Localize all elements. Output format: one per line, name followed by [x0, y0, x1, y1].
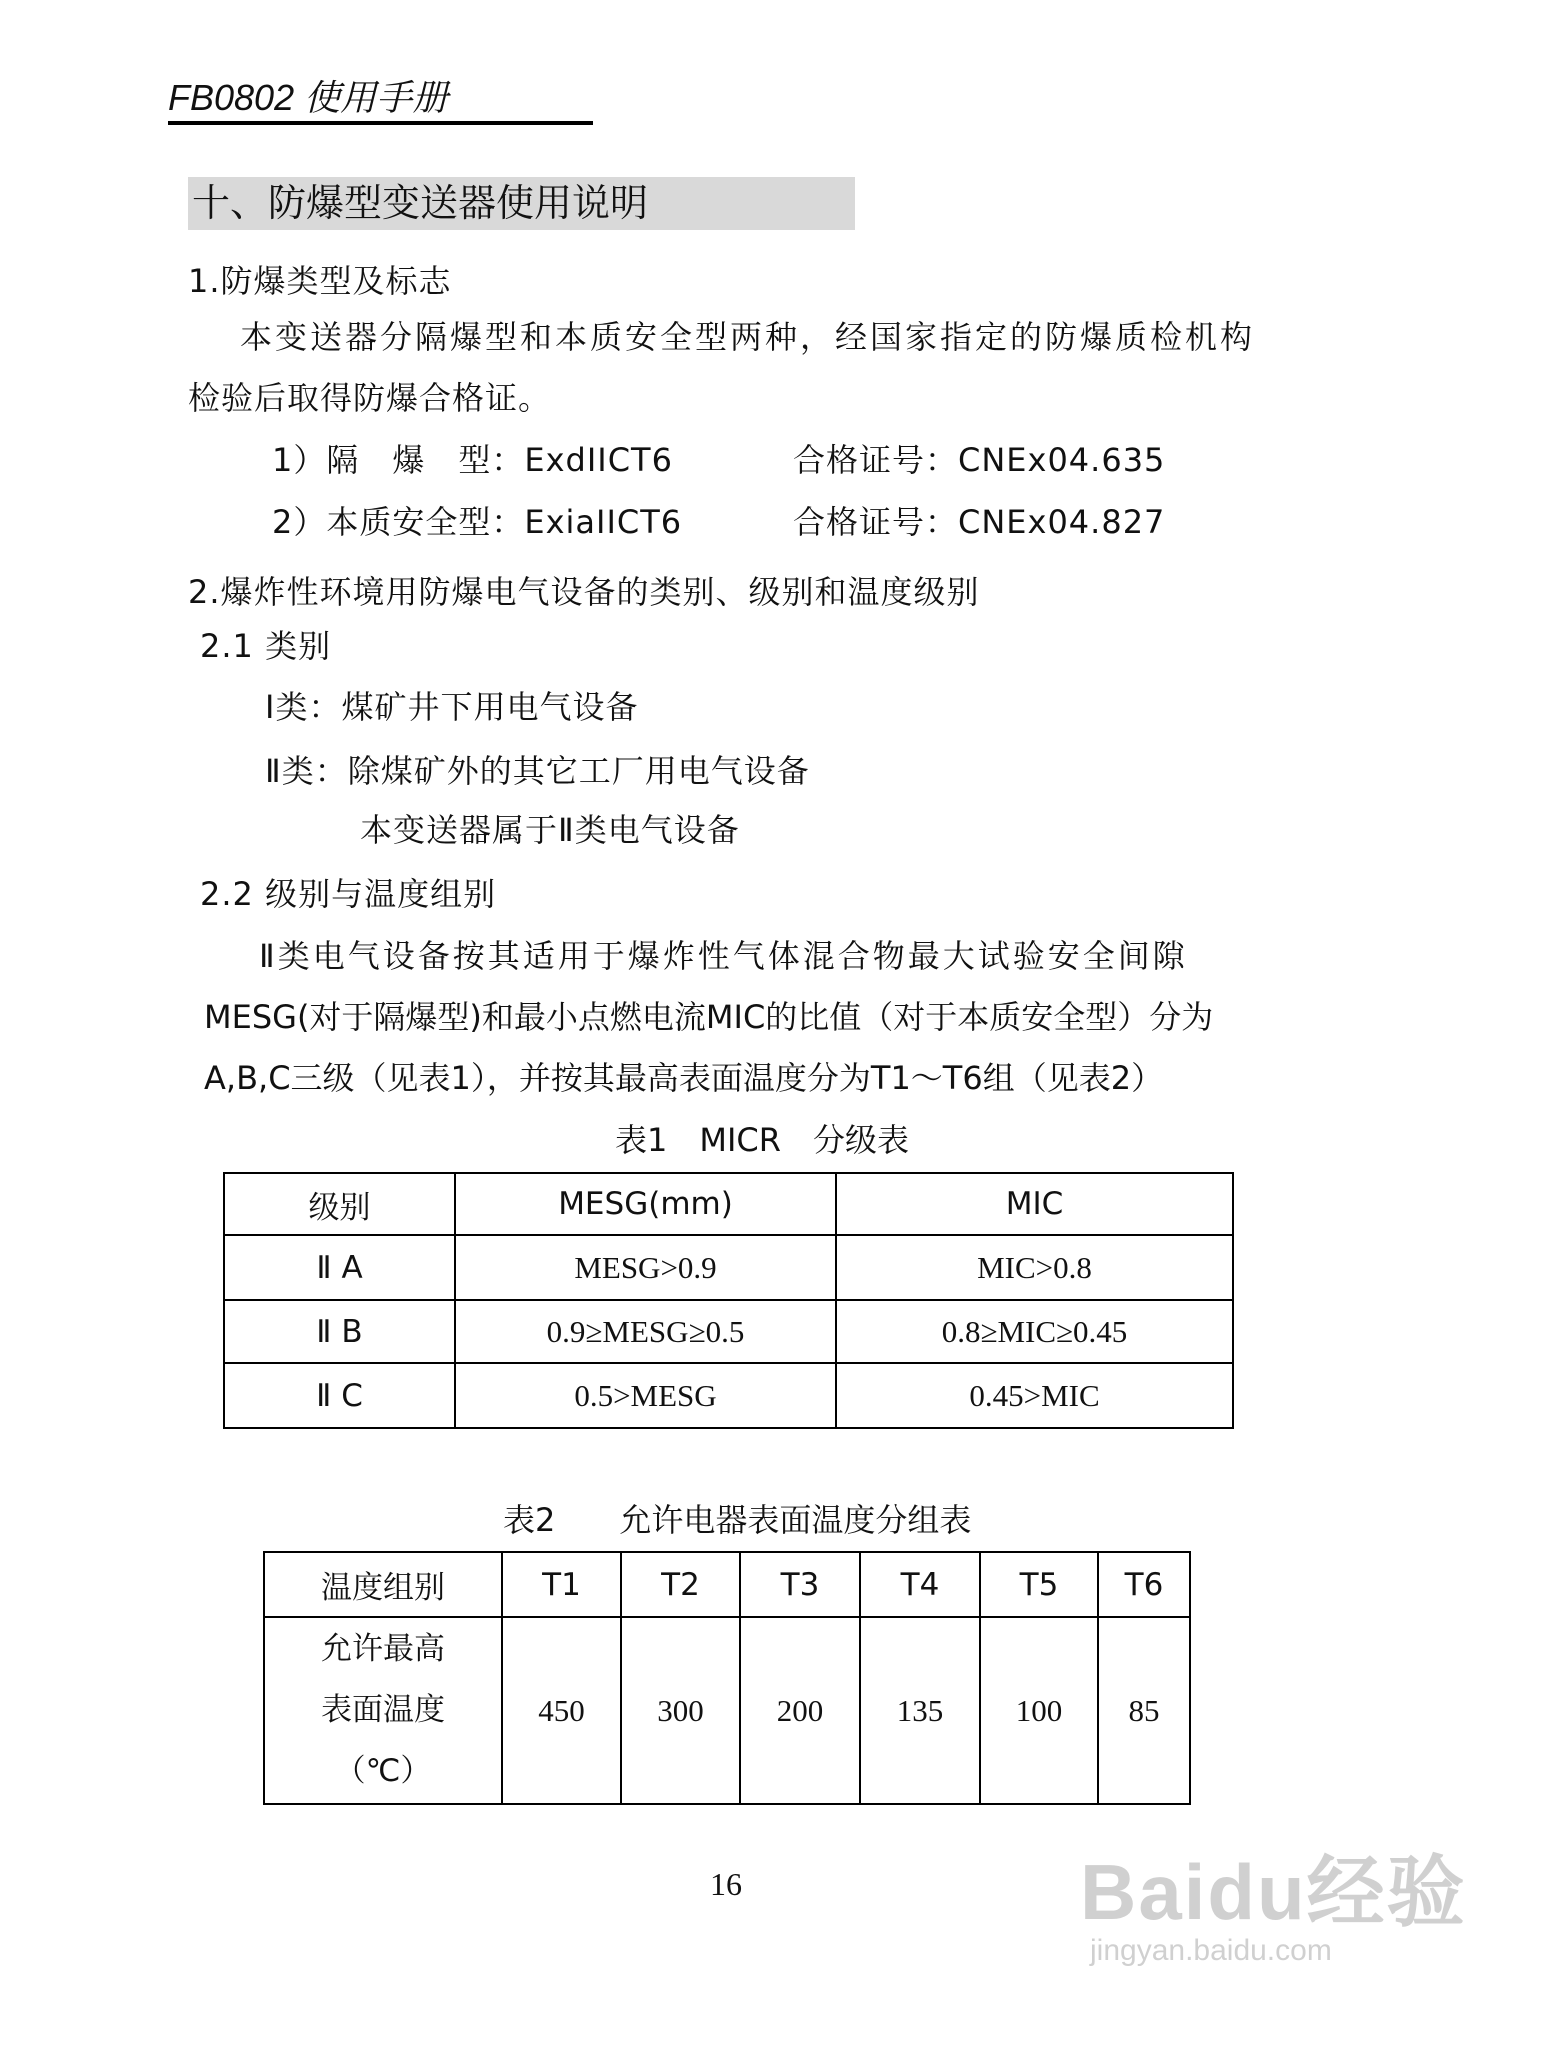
table-cell: Ⅱ C	[224, 1363, 455, 1428]
table-header-cell: 温度组别	[264, 1552, 502, 1617]
table-cell: 300	[621, 1617, 740, 1804]
paragraph: Ⅱ类电气设备按其适用于爆炸性气体混合物最大试验安全间隙	[259, 937, 1188, 975]
heading-1: 1.防爆类型及标志	[188, 262, 452, 300]
table-cell: 0.8≥MIC≥0.45	[836, 1300, 1233, 1363]
table-cell: 135	[860, 1617, 980, 1804]
table-row	[224, 1235, 1233, 1300]
table-header-cell: T5	[980, 1552, 1098, 1617]
table-header-cell: T4	[860, 1552, 980, 1617]
table1-caption: 表1 MICR 分级表	[615, 1121, 909, 1159]
subheading: 2.2 级别与温度组别	[200, 875, 497, 913]
class-item: Ⅰ类：煤矿井下用电气设备	[265, 688, 639, 726]
section-title: 十、防爆型变送器使用说明	[188, 177, 855, 230]
table-cell: 0.9≥MESG≥0.5	[455, 1300, 836, 1363]
paragraph: 检验后取得防爆合格证。	[188, 379, 552, 417]
table-row	[264, 1617, 1190, 1804]
row-label-line: 表面温度	[321, 1692, 445, 1728]
certificate-number: 合格证号：CNEx04.635	[793, 441, 1166, 479]
table-cell: 450	[502, 1617, 621, 1804]
watermark-logo	[1080, 1830, 1467, 1968]
paragraph: MESG(对于隔爆型)和最小点燃电流MIC的比值（对于本质安全型）分为	[204, 998, 1214, 1036]
class-note: 本变送器属于Ⅱ类电气设备	[360, 811, 740, 849]
table-cell: Ⅱ B	[224, 1300, 455, 1363]
table-cell: 0.45>MIC	[836, 1363, 1233, 1428]
table-header-cell: T1	[502, 1552, 621, 1617]
heading-2: 2.爆炸性环境用防爆电气设备的类别、级别和温度级别	[188, 573, 980, 611]
table-header-cell: T3	[740, 1552, 860, 1617]
row-label-cell	[264, 1617, 502, 1804]
explosion-type-item: 2）本质安全型：ExiaIICT6	[272, 503, 683, 541]
table-header-cell: MESG(mm)	[455, 1173, 836, 1235]
table-header-cell: MIC	[836, 1173, 1233, 1235]
table-cell: 100	[980, 1617, 1098, 1804]
explosion-type-item: 1）隔 爆 型：ExdIICT6	[272, 441, 673, 479]
header-divider	[168, 121, 593, 125]
row-label-line: 允许最高	[321, 1631, 445, 1667]
table-header-row	[264, 1552, 1190, 1617]
paragraph: A,B,C三级（见表1），并按其最高表面温度分为T1～T6组（见表2）	[204, 1059, 1164, 1097]
table-row	[224, 1300, 1233, 1363]
micr-table	[223, 1172, 1234, 1429]
table-cell: MIC>0.8	[836, 1235, 1233, 1300]
table-row	[224, 1363, 1233, 1428]
subheading: 2.1 类别	[200, 627, 332, 665]
table-cell: 0.5>MESG	[455, 1363, 836, 1428]
page-number: 16	[710, 1866, 742, 1902]
table-header-cell: 级别	[224, 1173, 455, 1235]
temperature-table	[263, 1551, 1191, 1805]
row-label-line: （℃）	[334, 1753, 432, 1789]
watermark-url: jingyan.baidu.com	[1090, 1934, 1332, 1967]
certificate-number: 合格证号：CNEx04.827	[793, 503, 1166, 541]
class-item: Ⅱ类：除煤矿外的其它工厂用电气设备	[265, 752, 810, 790]
watermark-brand: Baidu经验	[1080, 1848, 1467, 1936]
table-cell: 85	[1098, 1617, 1190, 1804]
table-header-cell: T6	[1098, 1552, 1190, 1617]
table-cell: 200	[740, 1617, 860, 1804]
header-title: FB0802 使用手册	[168, 77, 449, 118]
table-cell: MESG>0.9	[455, 1235, 836, 1300]
table-header-row	[224, 1173, 1233, 1235]
table-cell: Ⅱ A	[224, 1235, 455, 1300]
table-header-cell: T2	[621, 1552, 740, 1617]
table2-caption: 表2 允许电器表面温度分组表	[503, 1501, 972, 1539]
paragraph: 本变送器分隔爆型和本质安全型两种，经国家指定的防爆质检机构	[240, 318, 1256, 356]
